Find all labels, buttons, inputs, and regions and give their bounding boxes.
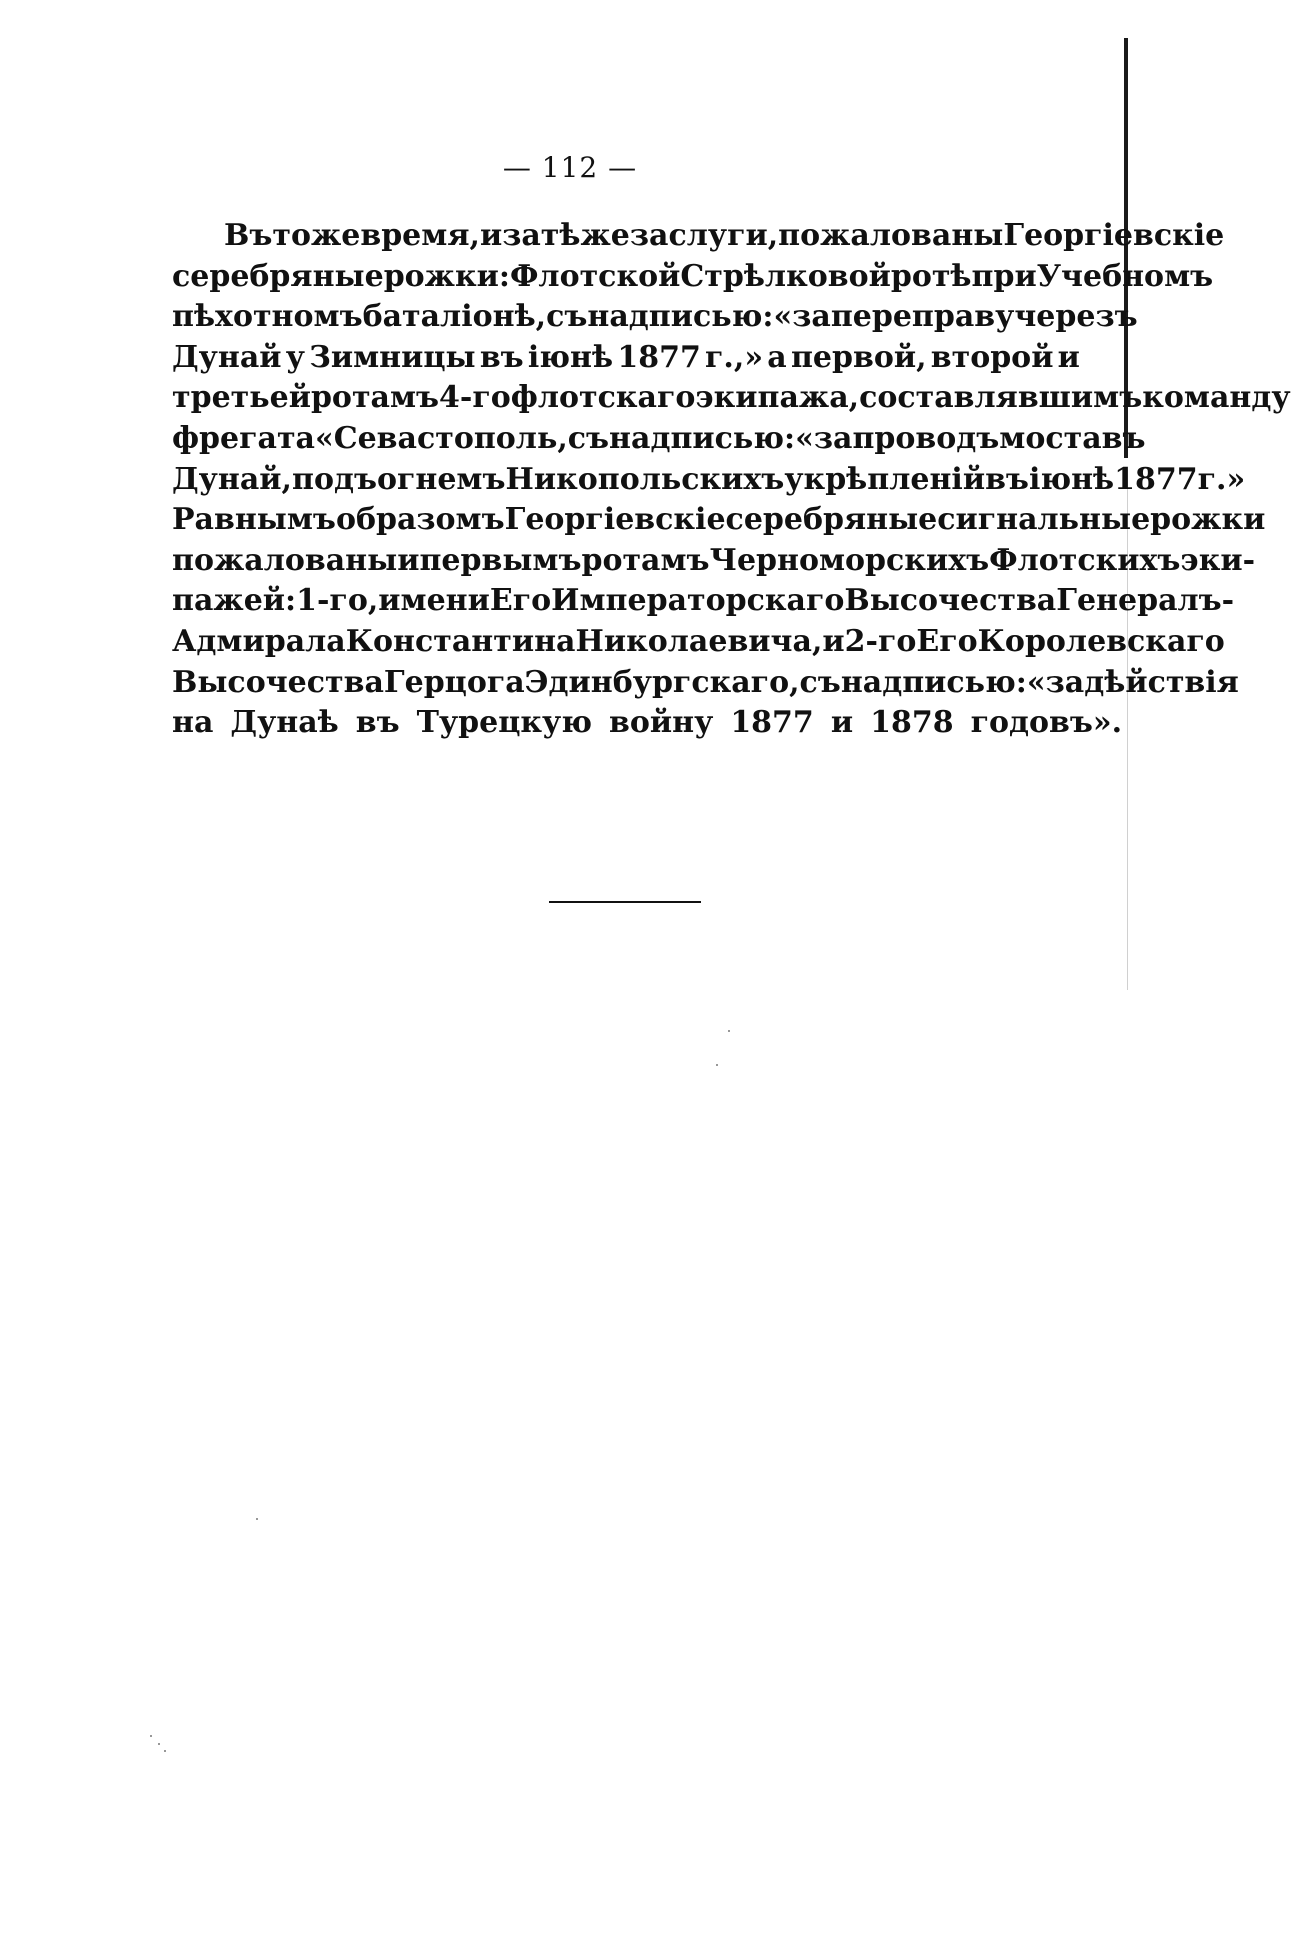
word: надписью: bbox=[609, 420, 796, 456]
text-line bbox=[172, 703, 1123, 744]
word: въ bbox=[985, 461, 1029, 497]
word: и bbox=[1057, 339, 1080, 375]
word: ротѣ bbox=[890, 258, 972, 294]
word: Дунай, bbox=[172, 461, 292, 497]
word: «за bbox=[773, 299, 831, 335]
text-line bbox=[172, 297, 1138, 338]
word: третьей bbox=[172, 380, 311, 416]
word: время, bbox=[360, 218, 480, 253]
word: дѣйствія bbox=[1084, 664, 1239, 700]
word: 2-го bbox=[844, 623, 917, 659]
word: рожки bbox=[1150, 502, 1266, 538]
word: 1-го, bbox=[296, 583, 379, 619]
word: «за bbox=[795, 420, 853, 456]
word: Высочества bbox=[844, 583, 1057, 619]
scan-speck bbox=[256, 1518, 258, 1520]
word: Турецкую bbox=[416, 705, 593, 741]
word: а bbox=[767, 339, 787, 375]
word: Высочества bbox=[172, 664, 384, 700]
word: огнемъ bbox=[376, 461, 506, 497]
word: 1877 bbox=[617, 339, 701, 375]
word: и bbox=[479, 218, 503, 253]
word: пожалованы bbox=[778, 218, 1004, 253]
word: надписью: bbox=[840, 664, 1027, 700]
word: составлявшимъ bbox=[859, 380, 1143, 416]
word: 1877 bbox=[1114, 461, 1198, 497]
word: пожалованы bbox=[172, 542, 398, 578]
text-line bbox=[172, 338, 1080, 379]
word: Въ bbox=[224, 218, 273, 253]
word: первымъ bbox=[419, 542, 582, 578]
text-line bbox=[172, 581, 1235, 622]
scan-speck bbox=[158, 1743, 160, 1745]
word: Герцога bbox=[383, 664, 525, 700]
word: фрегата bbox=[172, 420, 315, 456]
word: серебряные bbox=[725, 502, 938, 538]
word: съ bbox=[799, 664, 841, 700]
word: іюнѣ bbox=[1028, 461, 1115, 497]
word: и bbox=[397, 542, 420, 578]
word: у bbox=[285, 339, 305, 375]
word: Дунай bbox=[172, 339, 282, 375]
word: сигнальные bbox=[937, 502, 1151, 538]
word: ротамъ bbox=[310, 380, 440, 416]
text-line bbox=[172, 663, 1239, 704]
text-line bbox=[172, 216, 1225, 257]
word: переправу bbox=[830, 299, 1015, 335]
word: Георгіевскіе bbox=[1003, 218, 1225, 253]
scan-speck bbox=[164, 1750, 166, 1752]
word: флотскаго bbox=[510, 380, 696, 416]
word: команду bbox=[1142, 380, 1291, 416]
word: на bbox=[172, 705, 214, 741]
word: г.» bbox=[1197, 461, 1246, 497]
word: образомъ bbox=[335, 502, 505, 538]
word: рожки: bbox=[383, 258, 510, 294]
word: 1878 bbox=[870, 705, 954, 741]
word: баталіонѣ, bbox=[362, 299, 547, 335]
word: годовъ». bbox=[970, 705, 1123, 741]
word: въ bbox=[1101, 420, 1146, 456]
word: пѣхотномъ bbox=[172, 299, 363, 335]
word: Георгіевскіе bbox=[504, 502, 726, 538]
word: Учебномъ bbox=[1036, 258, 1214, 294]
word: заслуги, bbox=[629, 218, 779, 253]
word: 1877 bbox=[730, 705, 814, 741]
section-divider bbox=[549, 901, 701, 903]
word: при bbox=[971, 258, 1037, 294]
text-line bbox=[172, 257, 1214, 298]
word: въ bbox=[355, 705, 400, 741]
word: съ bbox=[567, 420, 610, 456]
scan-speck bbox=[716, 1064, 718, 1066]
word: Николаевича, bbox=[575, 623, 823, 659]
word: за bbox=[502, 218, 541, 253]
word: экипажа, bbox=[695, 380, 860, 416]
word: черезъ bbox=[1014, 299, 1138, 335]
word: «Севастополь, bbox=[314, 420, 568, 456]
word: іюнѣ bbox=[527, 339, 614, 375]
word: «за bbox=[1026, 664, 1085, 700]
word: Равнымъ bbox=[172, 502, 336, 538]
word: и bbox=[830, 705, 854, 741]
word: Его bbox=[489, 583, 552, 619]
scan-speck bbox=[150, 1735, 152, 1737]
main-paragraph bbox=[172, 216, 1291, 744]
word: Никопольскихъ bbox=[505, 461, 785, 497]
word: тоже bbox=[272, 218, 361, 253]
word: моста bbox=[999, 420, 1102, 456]
text-line bbox=[172, 500, 1266, 541]
word: надписью: bbox=[587, 299, 774, 335]
word: въ bbox=[479, 339, 524, 375]
word: проводъ bbox=[852, 420, 1000, 456]
word: ротамъ bbox=[581, 542, 710, 578]
word: Дунаѣ bbox=[230, 705, 339, 741]
word: второй bbox=[930, 339, 1054, 375]
text-line bbox=[172, 622, 1225, 663]
word: же bbox=[580, 218, 630, 253]
word: эки- bbox=[1180, 542, 1256, 578]
text-line bbox=[172, 541, 1256, 582]
word: Константина bbox=[345, 623, 576, 659]
text-line bbox=[172, 378, 1291, 419]
word: Флотской bbox=[509, 258, 681, 294]
word: пажей: bbox=[172, 583, 297, 619]
word: Генералъ- bbox=[1056, 583, 1235, 619]
word: войну bbox=[609, 705, 714, 741]
word: Адмирала bbox=[172, 623, 346, 659]
word: Зимницы bbox=[309, 339, 476, 375]
word: серебряные bbox=[172, 258, 384, 294]
word: подъ bbox=[291, 461, 377, 497]
word: имени bbox=[378, 583, 490, 619]
text-line bbox=[172, 460, 1246, 501]
word: Эдинбургскаго, bbox=[524, 664, 800, 700]
page-number: — 112 — bbox=[502, 151, 638, 184]
word: первой, bbox=[790, 339, 927, 375]
word: г.,» bbox=[705, 339, 764, 375]
word: Королевскаго bbox=[977, 623, 1225, 659]
scan-speck bbox=[728, 1030, 730, 1032]
word: Флотскихъ bbox=[989, 542, 1181, 578]
word: Стрѣлковой bbox=[680, 258, 891, 294]
word: укрѣпленій bbox=[784, 461, 986, 497]
word: Его bbox=[916, 623, 978, 659]
word: Императорскаго bbox=[551, 583, 845, 619]
word: 4-го bbox=[439, 380, 511, 416]
word: Черноморскихъ bbox=[709, 542, 990, 578]
text-line bbox=[172, 419, 1146, 460]
word: съ bbox=[546, 299, 588, 335]
word: и bbox=[822, 623, 845, 659]
word: тѣ bbox=[540, 218, 581, 253]
